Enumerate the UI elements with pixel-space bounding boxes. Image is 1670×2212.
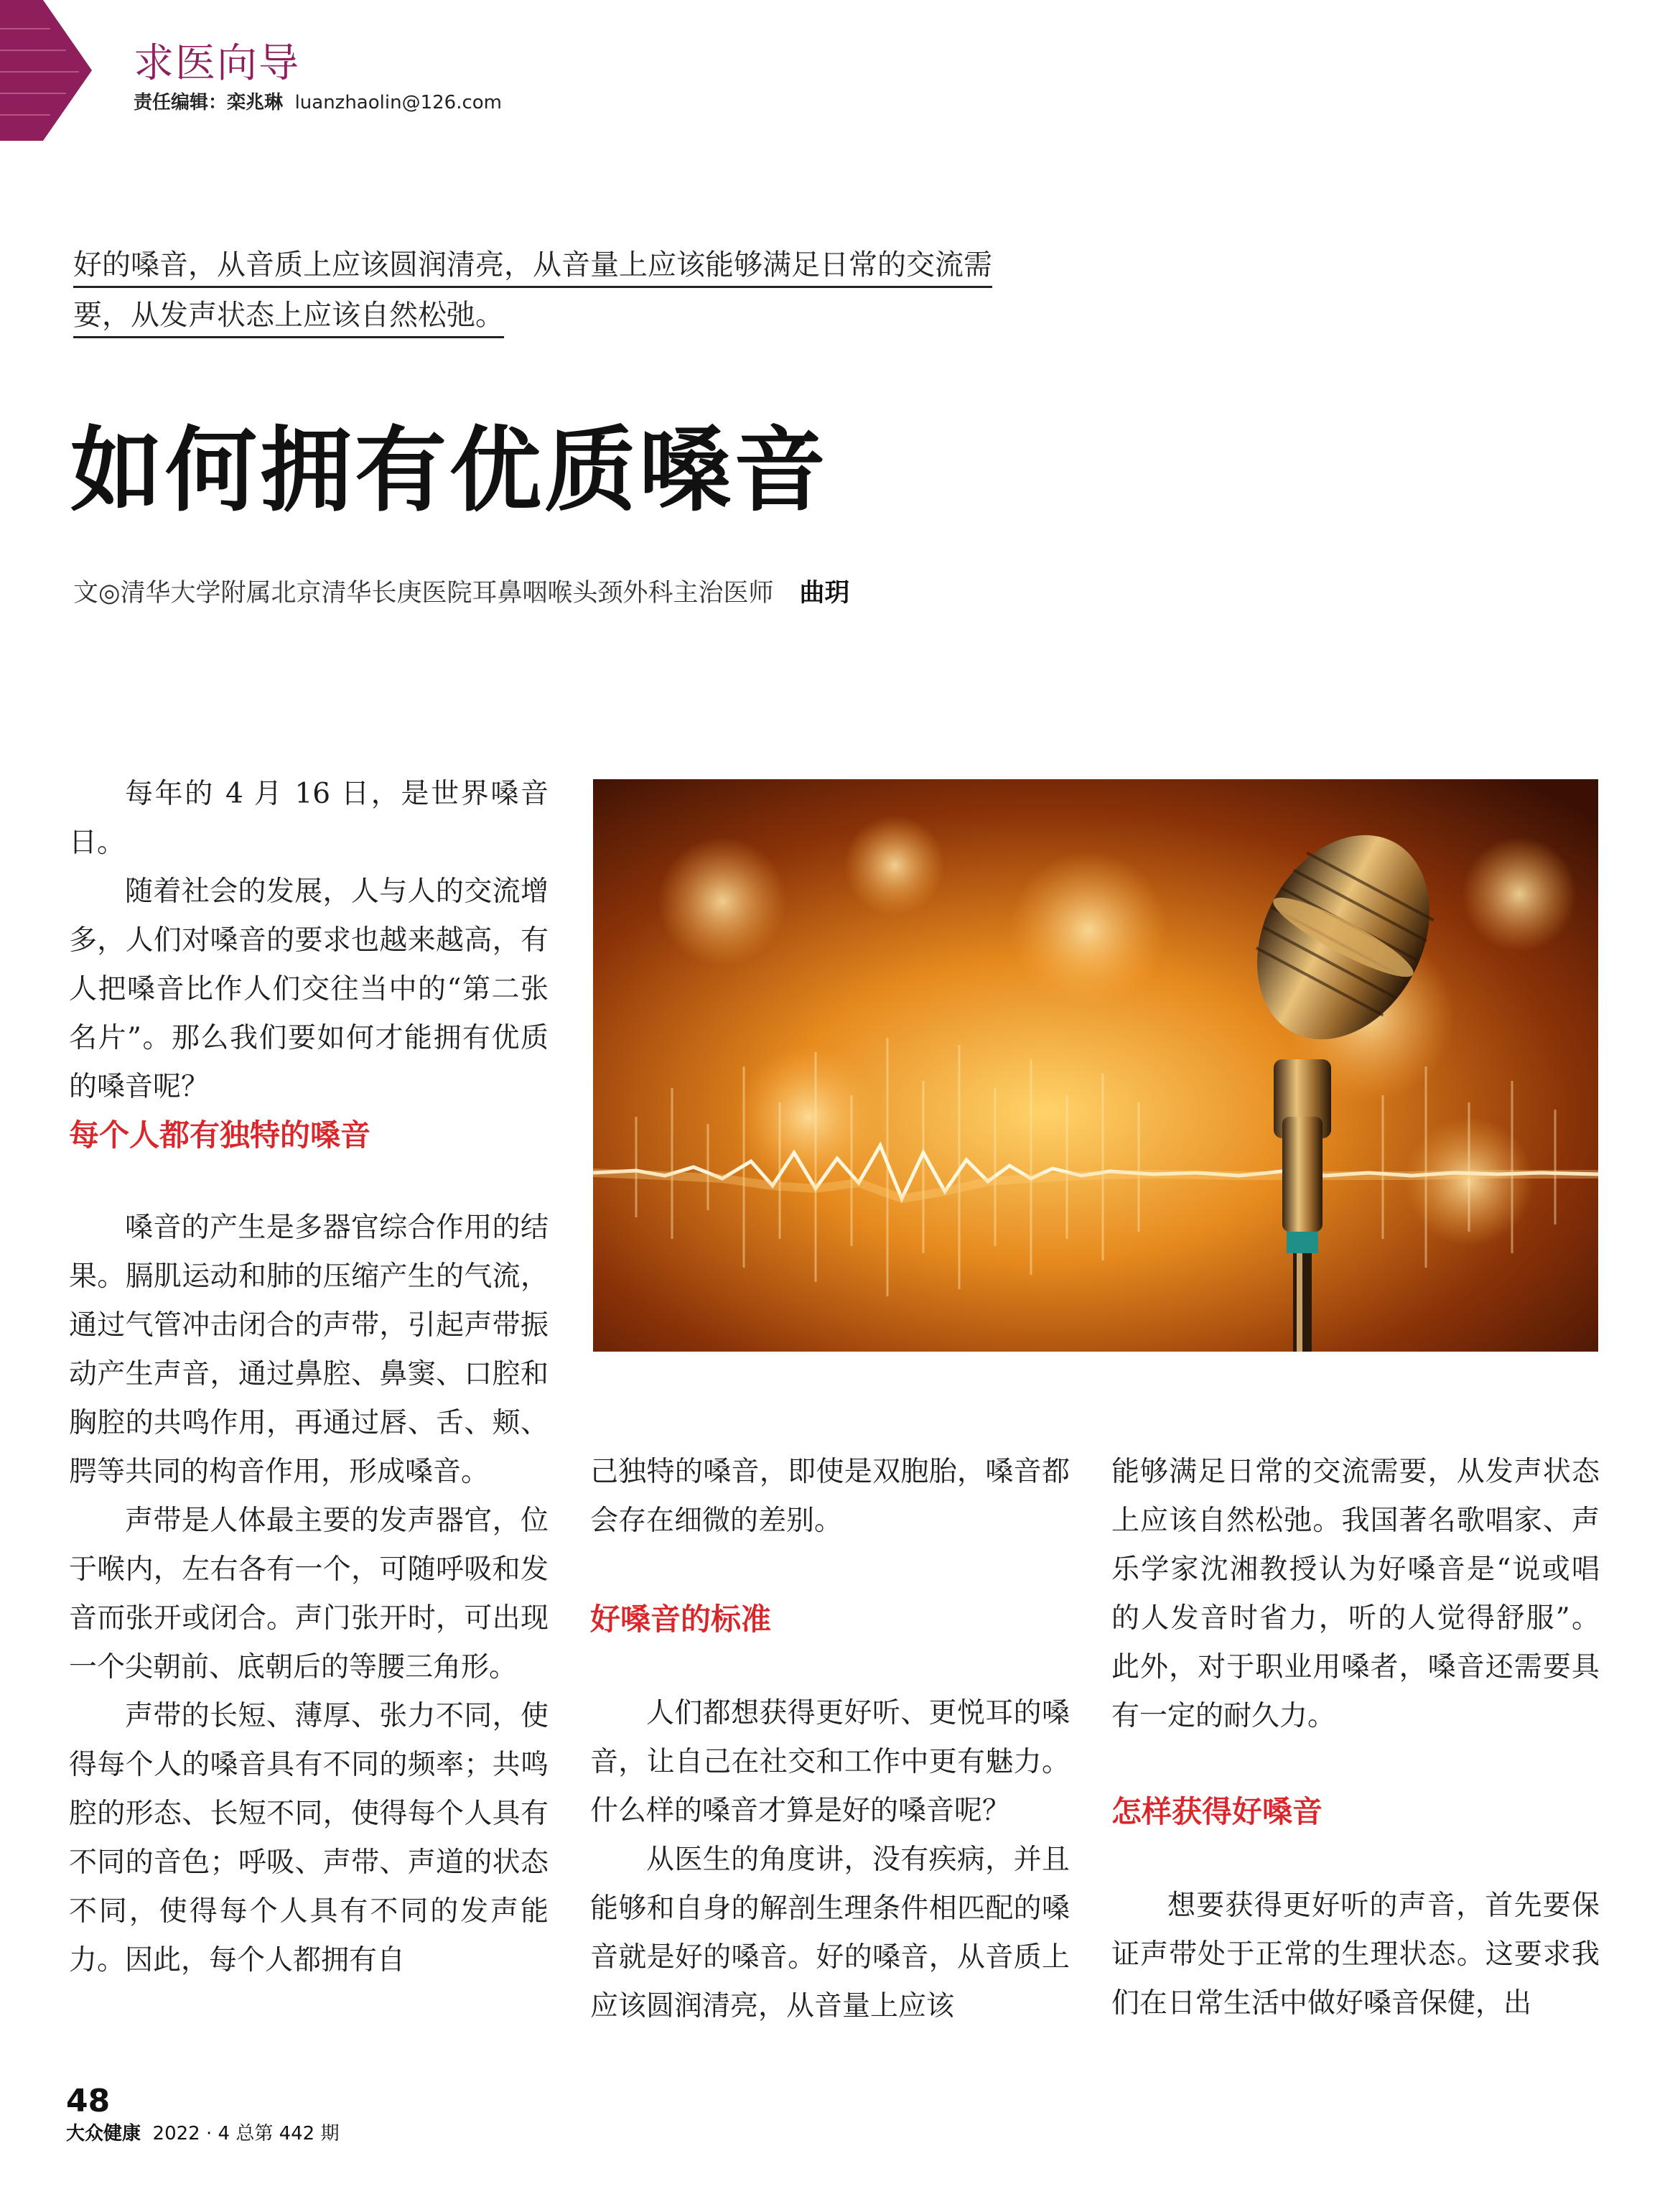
byline-affiliation: 文◎清华大学附属北京清华长庚医院耳鼻咽喉头颈外科主治医师: [73, 579, 774, 608]
section-1-continued: [590, 1448, 1070, 1546]
deck-line-1: 好的嗓音，从音质上应该圆润清亮，从音量上应该能够满足日常的交流需: [73, 248, 992, 288]
article-deck: [73, 240, 1093, 340]
intro-paragraph: 每年的 4 月 16 日，是世界嗓音日。: [69, 778, 549, 859]
body-paragraph: 能够满足日常的交流需要，从发声状态上应该自然松弛。我国著名歌唱家、声乐学家沈湘教授认为好嗓音是“说或唱的人发音时省力，听的人觉得舒服”。此外，对于职业用嗓者，嗓音还需要具有一定的耐久力。: [1111, 1456, 1600, 1732]
editor-label: 责任编辑：: [134, 92, 228, 113]
body-paragraph: 想要获得更好听的声音，首先要保证声带处于正常的生理状态。这要求我们在日常生活中做好嗓音保健，出: [1111, 1890, 1600, 2020]
subhead-unique-voice: 每个人都有独特的嗓音: [69, 1117, 371, 1153]
body-paragraph: 声带的长短、薄厚、张力不同，使得每个人的嗓音具有不同的频率；共鸣腔的形态、长短不同，使得每个人具有不同的音色；呼吸、声带、声道的状态不同，使得每个人具有不同的发声能力。因此，每个人都拥有自: [69, 1700, 549, 1976]
subhead-how-to-get-good-voice: 怎样获得好嗓音: [1111, 1794, 1323, 1829]
intro-paragraph: 随着社会的发展，人与人的交流增多，人们对嗓音的要求也越来越高，有人把嗓音比作人们交往当中的“第二张名片”。那么我们要如何才能拥有优质的嗓音呢？: [69, 875, 549, 1103]
section-2-text: [590, 1689, 1070, 2031]
section-3-text: [1111, 1882, 1600, 2028]
body-paragraph: 从医生的角度讲，没有疾病，并且能够和自身的解剖生理条件相匹配的嗓音就是好的嗓音。好的嗓音，从音质上应该圆润清亮，从音量上应该: [590, 1844, 1070, 2022]
section-1-text: [69, 1204, 549, 1985]
magazine-name: 大众健康: [66, 2123, 141, 2144]
section-2-continued: [1111, 1448, 1600, 1741]
editor-credit: [134, 88, 502, 114]
byline-author: 曲玥: [799, 579, 850, 608]
page-number: 48: [66, 2083, 111, 2119]
subhead-good-voice-standard: 好嗓音的标准: [590, 1602, 772, 1637]
editor-email: luanzhaolin@126.com: [294, 92, 502, 113]
footer-issue-info: [66, 2119, 339, 2145]
body-paragraph: 嗓音的产生是多器官综合作用的结果。膈肌运动和肺的压缩产生的气流，通过气管冲击闭合的声带，引起声带振动产生声音，通过鼻腔、鼻窦、口腔和胸腔的共鸣作用，再通过唇、舌、颊、腭等共同的构音作用，形成嗓音。: [69, 1212, 549, 1488]
article-title: 如何拥有优质嗓音: [70, 417, 829, 524]
byline: [73, 573, 850, 609]
section-name: 求医向导: [134, 40, 300, 87]
body-paragraph: 己独特的嗓音，即使是双胞胎，嗓音都会存在细微的差别。: [590, 1456, 1070, 1537]
deck-line-2: 要，从发声状态上应该自然松弛。: [73, 299, 504, 338]
editor-name: 栾兆琳: [227, 92, 284, 113]
microphone-photo: [593, 779, 1598, 1352]
issue-info: 2022 · 4 总第 442 期: [152, 2123, 340, 2144]
intro-text: [69, 770, 549, 1112]
body-paragraph: 声带是人体最主要的发声器官，位于喉内，左右各有一个，可随呼吸和发音而张开或闭合。声门张开时，可出现一个尖朝前、底朝后的等腰三角形。: [69, 1505, 549, 1683]
body-paragraph: 人们都想获得更好听、更悦耳的嗓音，让自己在社交和工作中更有魅力。什么样的嗓音才算是好的嗓音呢？: [590, 1697, 1070, 1827]
section-tab-hexagon: [0, 0, 93, 141]
